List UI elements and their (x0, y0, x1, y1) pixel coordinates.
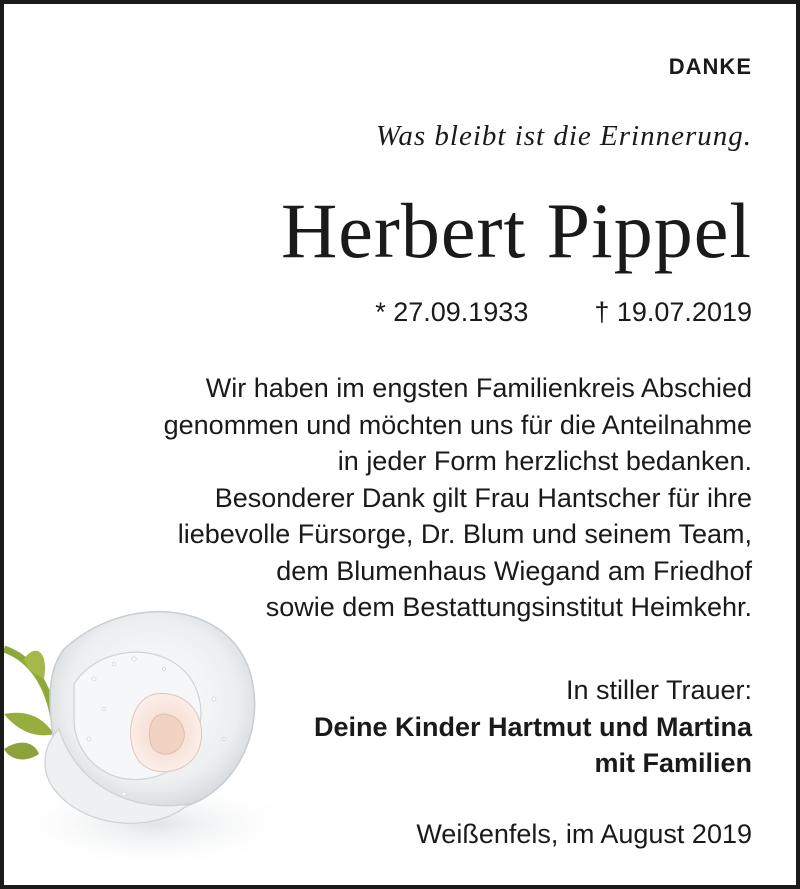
body-line: Besonderer Dank gilt Frau Hantscher für ihre (214, 482, 752, 513)
body-line: in jeder Form herzlichst bedanken. (337, 446, 752, 476)
motto: Was bleibt ist die Erinnerung. (375, 120, 752, 152)
body-line: genommen und möchten uns für die Anteilnahme (163, 409, 752, 440)
heading-danke: DANKE (668, 54, 752, 79)
mourning-intro: In stiller Trauer: (565, 675, 752, 705)
body-line: liebevolle Fürsorge, Dr. Blum und seinem Team, (177, 519, 752, 549)
life-dates (375, 297, 752, 328)
thank-you-text (164, 370, 752, 626)
body-line: dem Blumenhaus Wiegand am Friedhof (276, 555, 752, 586)
body-line: sowie dem Bestattungsinstitut Heimkehr. (265, 592, 752, 622)
body-line: Wir haben im engsten Familienkreis Abschied (205, 373, 752, 403)
mourners-families: mit Familien (594, 748, 752, 778)
birth-date: * 27.09.1933 (375, 297, 529, 327)
deceased-name: Herbert Pippel (280, 187, 752, 274)
mourners-block (314, 672, 752, 782)
mourners-names: Deine Kinder Hartmut und Martina (313, 711, 752, 742)
death-date: † 19.07.2019 (594, 297, 752, 327)
white-rose-icon (4, 589, 304, 889)
place-date: Weißenfels, im August 2019 (416, 819, 752, 849)
